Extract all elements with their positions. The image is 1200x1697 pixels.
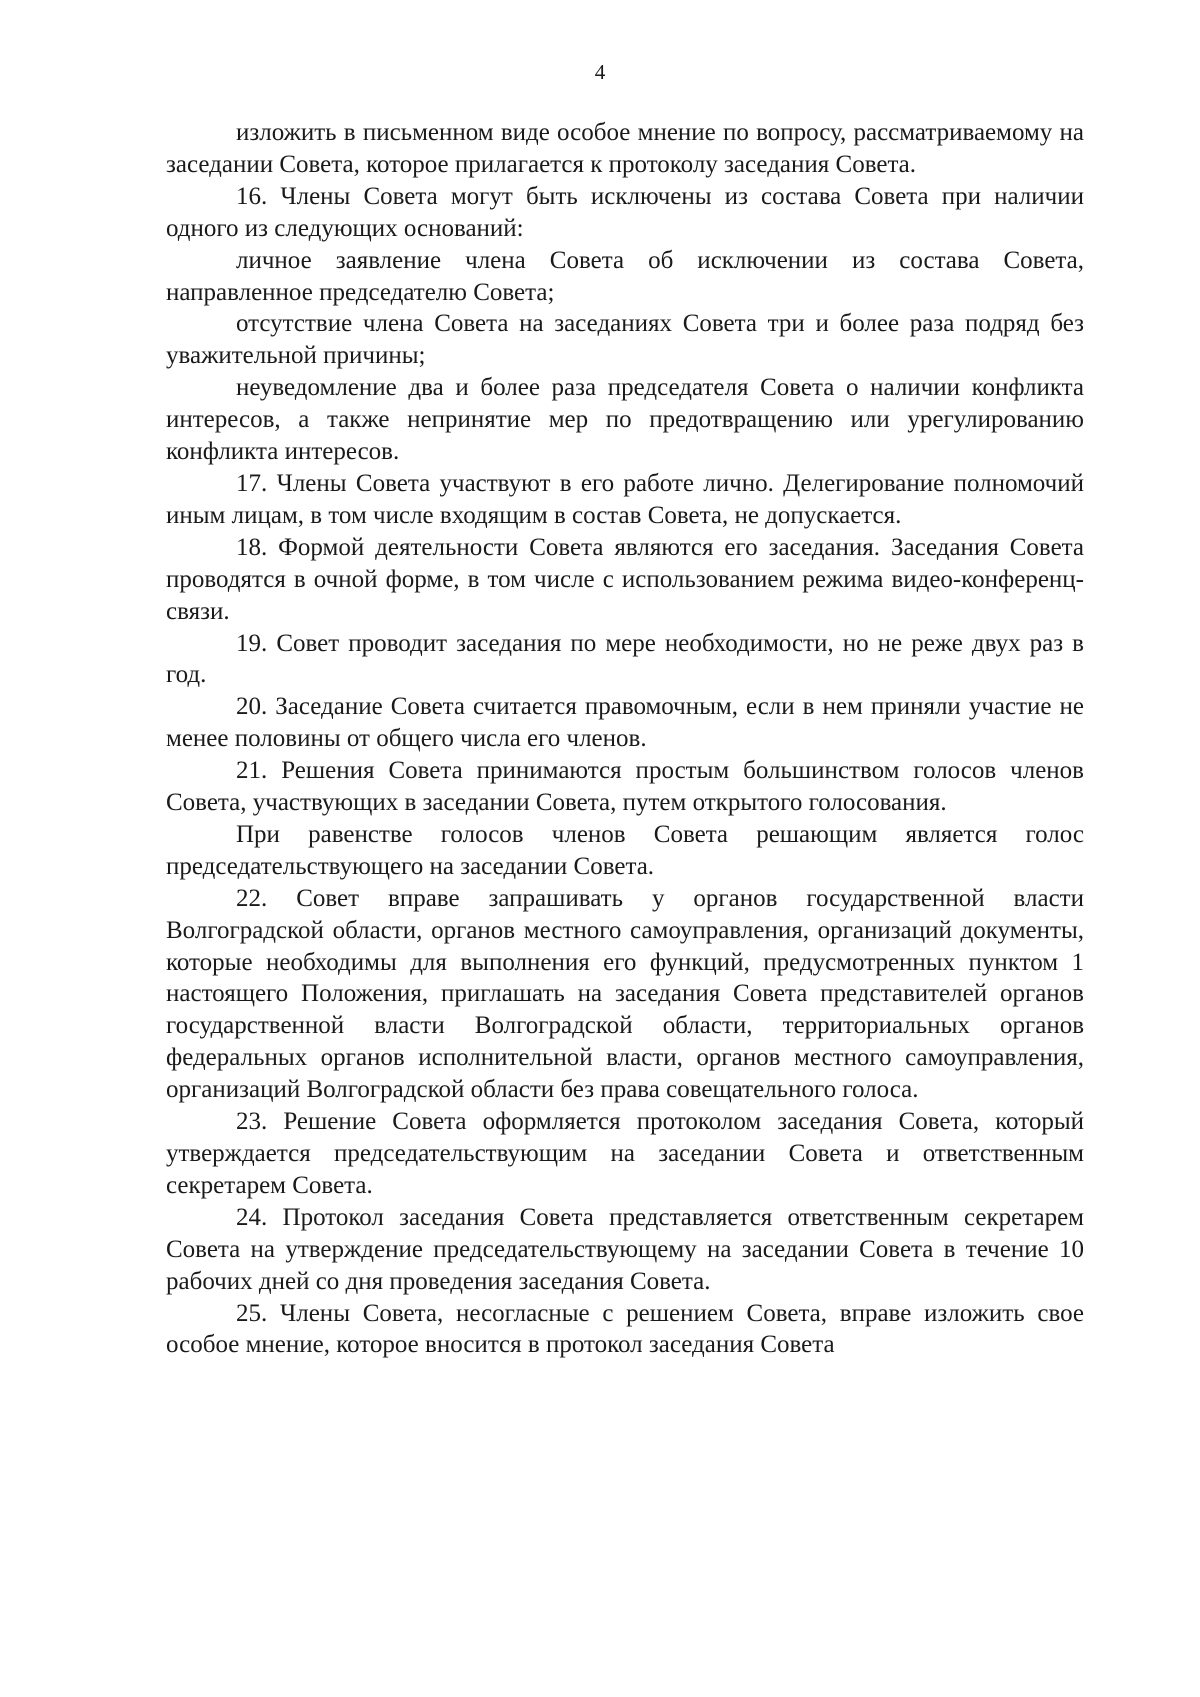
clause-22: 22. Совет вправе запрашивать у органов государственной власти Волгоградской области, органов местного самоуправления, организаций документы, которые необходимы для выполнения его функций, предусмотренных пунктом 1 настоящего Положения, приглашать на заседания Совета представителей органов государственной власти Волгоградской области, территориальных органов федеральных органов исполнительной власти, органов местного самоуправления, организаций Волгоградской области без права совещательного голоса. <box>166 884 1084 1104</box>
clause-20: 20. Заседание Совета считается правомочным, если в нем приняли участие не менее половины от общего числа его членов. <box>166 693 1084 753</box>
document-body <box>166 117 1084 1361</box>
clause-18: 18. Формой деятельности Совета являются его заседания. Заседания Совета проводятся в очной форме, в том числе с использованием режима видео-конференц-связи. <box>166 533 1084 625</box>
clause-17: 17. Члены Совета участвуют в его работе лично. Делегирование полномочий иным лицам, в том числе входящим в состав Совета, не допускается. <box>166 469 1084 529</box>
page-number: 4 <box>594 60 606 84</box>
clause-21-tie-vote: При равенстве голосов членов Совета решающим является голос председательствующего на заседании Совета. <box>166 820 1084 880</box>
clause-19: 19. Совет проводит заседания по мере необходимости, но не реже двух раз в год. <box>166 629 1084 689</box>
clause-16-ground-absence: отсутствие члена Совета на заседаниях Совета три и более раза подряд без уважительной причины; <box>166 310 1084 370</box>
paragraph-continuation: изложить в письменном виде особое мнение по вопросу, рассматриваемому на заседании Совета, которое прилагается к протоколу заседания Совета. <box>166 119 1084 178</box>
clause-16-ground-conflict-of-interest: неуведомление два и более раза председателя Совета о наличии конфликта интересов, а также непринятие мер по предотвращению или урегулированию конфликта интересов. <box>166 374 1084 466</box>
clause-25: 25. Члены Совета, несогласные с решением Совета, вправе изложить свое особое мнение, которое вносится в протокол заседания Совета <box>166 1299 1084 1359</box>
clause-23: 23. Решение Совета оформляется протоколом заседания Совета, который утверждается председательствующим на заседании Совета и ответственным секретарем Совета. <box>166 1108 1084 1199</box>
clause-16: 16. Члены Совета могут быть исключены из состава Совета при наличии одного из следующих оснований: <box>166 182 1084 242</box>
clause-24: 24. Протокол заседания Совета представляется ответственным секретарем Совета на утверждение председательствующему на заседании Совета в течение 10 рабочих дней со дня проведения заседания Совета. <box>166 1203 1084 1295</box>
clause-16-ground-personal-statement: личное заявление члена Совета об исключении из состава Совета, направленное председателю Совета; <box>166 246 1084 306</box>
clause-21: 21. Решения Совета принимаются простым большинством голосов членов Совета, участвующих в заседании Совета, путем открытого голосования. <box>166 757 1084 817</box>
